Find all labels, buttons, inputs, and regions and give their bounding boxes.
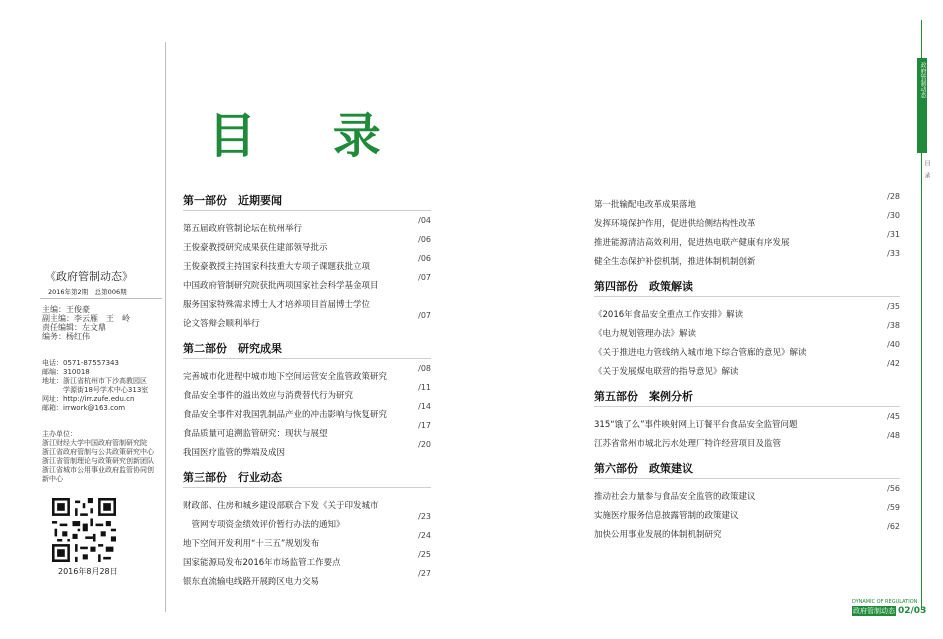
toc-entry[interactable] [183, 550, 431, 569]
toc-entry[interactable] [183, 512, 431, 531]
toc-entry[interactable] [594, 249, 900, 268]
toc-entry-page: /62 [887, 522, 900, 531]
toc-entry-page: /56 [887, 484, 900, 493]
toc-entry-page: /14 [418, 402, 431, 411]
toc-entry-page: /11 [418, 383, 431, 392]
toc-entry[interactable] [594, 431, 900, 450]
toc-entry-page: /25 [418, 550, 431, 559]
toc-entry[interactable] [183, 311, 431, 330]
toc-entry-page: /33 [887, 249, 900, 258]
toc-entry-page: /24 [418, 531, 431, 540]
contact-line: 电话：0571-87557343 [42, 359, 119, 367]
toc-entry-title: 发挥环境保护作用，促进供给侧结构性改革 [594, 219, 756, 229]
toc-entry-title: 国家能源局发布2016年市场监管工作要点 [183, 558, 341, 568]
toc-entry-title: 《关于发展煤电联营的指导意见》解读 [594, 367, 739, 377]
toc-entry-title: 服务国家特殊需求博士人才培养项目首届博士学位 [183, 300, 371, 310]
toc-entry-title: 推进能源清洁高效利用，促进热电联产健康有序发展 [594, 238, 790, 248]
toc-entry-title: 我国医疗监管的弊端及成因 [183, 448, 286, 458]
toc-entry-title: 食品安全事件对我国乳制品产业的冲击影响与恢复研究 [183, 410, 388, 420]
side-label: 目 录 [923, 160, 930, 178]
sponsor-line: 浙江省管制理论与政策研究创新团队 [42, 457, 154, 465]
toc-entry-title: 地下空间开发利用“十三五”规划发布 [183, 539, 320, 549]
toc-entry[interactable] [183, 383, 431, 402]
toc-entry-page: /45 [887, 412, 900, 421]
toc-entry-title: 推动社会力量参与食品安全监管的政策建议 [594, 492, 756, 502]
toc-entry[interactable] [594, 340, 900, 359]
contact-line: 邮箱：irrwork@163.com [42, 404, 126, 412]
toc-entry-page: /27 [418, 569, 431, 578]
toc-entry[interactable] [183, 364, 431, 383]
toc-entry-page: /59 [887, 503, 900, 512]
toc-entry-page: /48 [887, 431, 900, 440]
toc-entry[interactable] [183, 440, 431, 459]
toc-section [183, 340, 431, 459]
toc-section [183, 192, 431, 330]
section-title: 第四部份 政策解读 [594, 280, 693, 293]
toc-entry-title: 健全生态保护补偿机制，推进体制机制创新 [594, 257, 756, 267]
toc-entry-title: 第一批输配电改革成果落地 [594, 200, 697, 210]
editor-line: 编务：杨红伟 [42, 332, 90, 341]
toc-entry-page: /23 [418, 512, 431, 521]
section-title: 第三部份 行业动态 [183, 471, 282, 484]
toc-entry-title: 王俊豪教授主持国家科技重大专项子课题获批立项 [183, 262, 371, 272]
column-divider [165, 42, 166, 612]
contact-block [42, 359, 148, 413]
section-title: 第二部份 研究成果 [183, 342, 282, 355]
section-title: 第六部份 政策建议 [594, 462, 693, 475]
sponsor-line: 浙江省政府管制与公共政策研究中心 [42, 448, 154, 456]
toc-left-column [183, 192, 431, 588]
toc-entry-title: 《电力规划管理办法》解读 [594, 329, 697, 339]
toc-entry-page: /17 [418, 421, 431, 430]
toc-right-column [594, 192, 900, 541]
toc-entry-title: 315“饿了么”事件映射网上订餐平台食品安全监管问题 [594, 420, 798, 430]
toc-entry-title: 食品安全事件的溢出效应与消费替代行为研究 [183, 391, 354, 401]
toc-entry-page: /04 [418, 216, 431, 225]
toc-section [183, 469, 431, 588]
toc-entry[interactable] [594, 484, 900, 503]
toc-section [594, 278, 900, 378]
logo-chinese: 政府管制动态 [853, 607, 895, 615]
editor-block [42, 305, 130, 341]
toc-entry[interactable] [183, 402, 431, 421]
toc-entry-title: 管网专项资金绩效评价暂行办法的通知》 [183, 520, 345, 530]
toc-entry[interactable] [183, 216, 431, 235]
toc-entry[interactable] [183, 421, 431, 440]
toc-entry[interactable] [594, 230, 900, 249]
toc-entry-page: /06 [418, 254, 431, 263]
toc-entry-page: /06 [418, 235, 431, 244]
toc-entry-page: /30 [887, 211, 900, 220]
toc-entry[interactable] [594, 412, 900, 431]
toc-entry[interactable] [183, 254, 431, 273]
logo-english: DYNAMIC OF REGULATION [852, 599, 918, 605]
editor-line: 主编：王俊豪 [42, 305, 90, 314]
contact-line: 学源街18号学术中心313室 [42, 386, 149, 394]
toc-entry-title: 第五届政府管制论坛在杭州举行 [183, 224, 303, 234]
toc-entry[interactable] [594, 522, 900, 541]
toc-entry-title: 《关于推进电力管线纳入城市地下综合管廊的意见》解读 [594, 348, 807, 358]
toc-entry-page: /40 [887, 340, 900, 349]
section-tab-label: 政府管制动态 [919, 62, 926, 98]
contact-line: 网址：http://irr.zufe.edu.cn [42, 395, 135, 403]
sponsor-line: 主办单位： [42, 430, 77, 438]
toc-entry-page: /08 [418, 364, 431, 373]
toc-entry[interactable] [183, 235, 431, 254]
toc-entry[interactable] [594, 192, 900, 211]
page-numbers: 02/03 [898, 606, 927, 616]
contact-line: 地址：浙江省杭州市下沙高教园区 [42, 377, 147, 385]
editor-line: 责任编辑：左文鼎 [42, 323, 106, 332]
section-title: 第一部份 近期要闻 [183, 194, 282, 207]
sponsor-line: 新中心 [42, 475, 63, 483]
toc-entry[interactable] [594, 321, 900, 340]
toc-entry-page: /38 [887, 321, 900, 330]
sponsor-block [42, 430, 154, 484]
toc-entry-title: 完善城市化进程中城市地下空间运营安全监管政策研究 [183, 372, 388, 382]
toc-entry-page: /42 [887, 359, 900, 368]
sponsor-line: 浙江财经大学中国政府管制研究院 [42, 439, 147, 447]
toc-entry-page: /07 [418, 311, 431, 320]
toc-entry-page: /20 [418, 440, 431, 449]
info-divider [40, 298, 162, 299]
toc-entry-title: 银东直流输电线路开展跨区电力交易 [183, 577, 320, 587]
publish-date: 2016年8月28日 [58, 567, 118, 576]
sponsor-line: 浙江省城市公用事业政府监管协同创 [42, 466, 154, 474]
toc-title: 目 录 [208, 108, 411, 164]
toc-entry-page: /31 [887, 230, 900, 239]
toc-section [594, 460, 900, 541]
toc-entry[interactable] [594, 302, 900, 321]
toc-section [594, 388, 900, 450]
toc-entry-title: 食品质量可追溯监管研究：现状与展望 [183, 429, 328, 439]
editor-line: 副主编：李云雁 王 岭 [42, 314, 130, 323]
toc-entry-title: 《2016年食品安全重点工作安排》解读 [594, 310, 744, 320]
toc-entry-title: 加快公用事业发展的体制机制研究 [594, 530, 722, 540]
contact-line: 邮编：310018 [42, 368, 90, 376]
toc-entry[interactable] [594, 211, 900, 230]
toc-entry[interactable] [183, 569, 431, 588]
toc-entry-title: 实施医疗服务信息披露管制的政策建议 [594, 511, 739, 521]
qr-code [52, 498, 116, 562]
section-title: 第五部份 案例分析 [594, 390, 693, 403]
toc-entry-title: 财政部、住房和城乡建设部联合下发《关于印发城市 [183, 501, 379, 511]
toc-entry[interactable] [183, 292, 431, 311]
toc-entry[interactable] [594, 359, 900, 378]
toc-entry-title: 中国政府管制研究院获批两项国家社会科学基金项目 [183, 281, 379, 291]
toc-entry-page: /35 [887, 302, 900, 311]
toc-entry-page: /07 [418, 273, 431, 282]
toc-entry-title: 王俊豪教授研究成果获住建部领导批示 [183, 243, 328, 253]
toc-entry-page: /28 [887, 192, 900, 201]
toc-entry[interactable] [183, 273, 431, 292]
issue-number: 2016年第2期 总第006期 [48, 288, 127, 296]
toc-entry[interactable] [183, 493, 431, 512]
magazine-title: 《政府管制动态》 [45, 270, 133, 283]
toc-entry-title: 论文答辩会顺利举行 [183, 319, 260, 329]
toc-entry-title: 江苏省常州市城北污水处理厂特许经营项目及监管 [594, 439, 782, 449]
toc-entry[interactable] [594, 503, 900, 522]
toc-entry[interactable] [183, 531, 431, 550]
